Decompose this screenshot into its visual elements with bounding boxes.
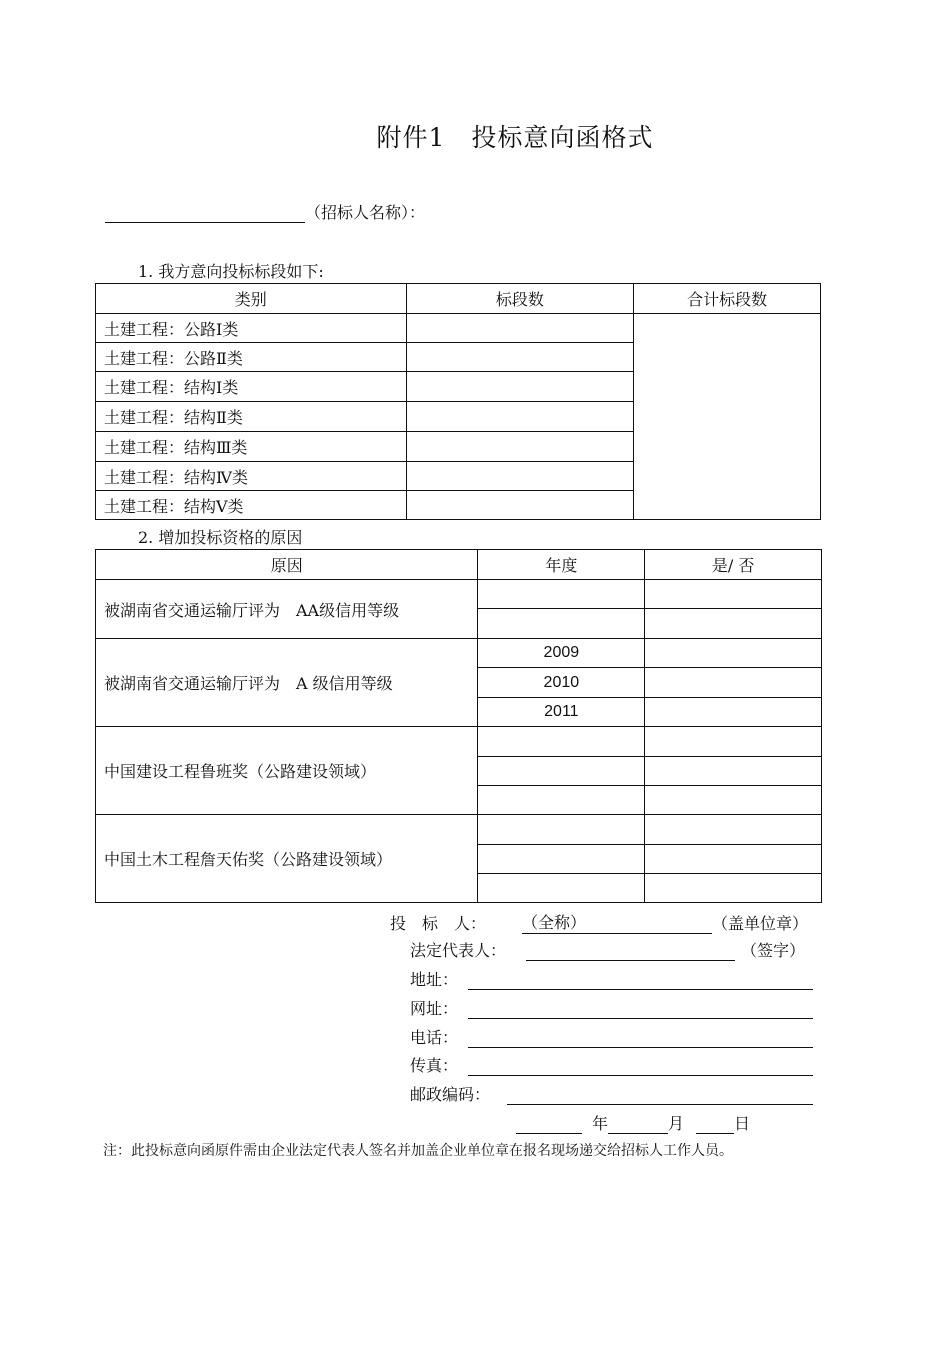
- count-cell[interactable]: [406, 491, 634, 520]
- yes-no-cell[interactable]: [645, 786, 822, 815]
- count-cell[interactable]: [406, 314, 634, 343]
- year-cell: 2011: [478, 698, 645, 727]
- yes-no-cell[interactable]: [645, 639, 822, 668]
- yes-no-cell[interactable]: [645, 845, 822, 874]
- postcode-label: 邮政编码：: [410, 1085, 491, 1104]
- count-cell[interactable]: [406, 462, 634, 491]
- yes-no-cell[interactable]: [645, 757, 822, 786]
- section1-heading: 1. 我方意向投标标段如下:: [138, 262, 324, 281]
- rep-suffix: （签字）: [741, 941, 806, 960]
- address-label: 地址：: [410, 970, 459, 989]
- rep-field[interactable]: [526, 942, 735, 961]
- bidder-field[interactable]: [522, 910, 712, 934]
- bidder-row: [390, 910, 808, 934]
- footnote: 注：此投标意向函原件需由企业法定代表人签名并加盖企业单位章在报名现场递交给招标人工作人员。: [103, 1143, 733, 1159]
- addressee-blank[interactable]: [105, 204, 305, 223]
- category-cell: 土建工程：结构Ⅱ类: [96, 402, 407, 432]
- addressee-line: [105, 200, 425, 223]
- yes-no-cell[interactable]: [645, 668, 822, 698]
- phone-label: 电话：: [410, 1028, 459, 1047]
- count-cell[interactable]: [406, 432, 634, 462]
- rep-label: 法定代表人：: [410, 941, 507, 960]
- address-row: [410, 967, 813, 990]
- day-label: 日: [734, 1114, 751, 1133]
- phone-row: [410, 1025, 813, 1048]
- category-cell: 土建工程：结构Ⅴ类: [96, 491, 407, 520]
- year-cell: 2010: [478, 668, 645, 698]
- yes-no-cell[interactable]: [645, 874, 822, 903]
- website-row: [410, 996, 813, 1019]
- year-cell[interactable]: [478, 757, 645, 786]
- bidder-value: （全称）: [522, 913, 587, 932]
- count-cell[interactable]: [406, 372, 634, 402]
- category-cell: 土建工程：结构Ⅳ类: [96, 462, 407, 491]
- category-cell: 土建工程：结构Ⅰ类: [96, 372, 407, 402]
- website-label: 网址：: [410, 999, 459, 1018]
- fax-row: [410, 1053, 813, 1076]
- header-total: 合计标段数: [634, 284, 821, 314]
- yes-no-cell[interactable]: [645, 580, 822, 609]
- year-cell[interactable]: [478, 874, 645, 903]
- bidder-suffix: （盖单位章）: [712, 914, 809, 933]
- year-cell[interactable]: [478, 609, 645, 639]
- year-cell[interactable]: [478, 845, 645, 874]
- fax-label: 传真：: [410, 1056, 459, 1075]
- reason-cell: 中国建设工程鲁班奖（公路建设领域）: [96, 727, 478, 815]
- postcode-field[interactable]: [507, 1086, 813, 1105]
- fax-field[interactable]: [468, 1057, 813, 1076]
- header-category: 类别: [96, 284, 407, 314]
- yes-no-cell[interactable]: [645, 609, 822, 639]
- category-cell: 土建工程：公路Ⅰ类: [96, 314, 407, 343]
- month-label: 月: [668, 1114, 685, 1133]
- reason-cell: 中国土木工程詹天佑奖（公路建设领域）: [96, 815, 478, 903]
- header-yes-no: 是/ 否: [645, 550, 822, 580]
- yes-no-cell[interactable]: [645, 815, 822, 845]
- header-reason: 原因: [96, 550, 478, 580]
- yes-no-cell[interactable]: [645, 727, 822, 757]
- year-cell[interactable]: [478, 815, 645, 845]
- website-field[interactable]: [468, 1000, 813, 1019]
- section2-heading: 2. 增加投标资格的原因: [138, 528, 303, 547]
- header-count: 标段数: [406, 284, 634, 314]
- qualification-table: [95, 549, 822, 903]
- reason-cell: 被湖南省交通运输厅评为 A 级信用等级: [96, 639, 478, 727]
- postcode-row: [410, 1082, 813, 1105]
- yes-no-cell[interactable]: [645, 698, 822, 727]
- page-title: 附件1 投标意向函格式: [376, 123, 654, 152]
- year-cell: 2009: [478, 639, 645, 668]
- header-year: 年度: [478, 550, 645, 580]
- phone-field[interactable]: [468, 1029, 813, 1048]
- category-cell: 土建工程：结构Ⅲ类: [96, 432, 407, 462]
- year-cell[interactable]: [478, 727, 645, 757]
- year-cell[interactable]: [478, 786, 645, 815]
- year-field[interactable]: [516, 1115, 582, 1134]
- year-label: 年: [592, 1114, 609, 1133]
- year-cell[interactable]: [478, 580, 645, 609]
- count-cell[interactable]: [406, 402, 634, 432]
- total-cell[interactable]: [634, 314, 821, 520]
- month-field[interactable]: [608, 1115, 668, 1134]
- bid-sections-table: [95, 283, 821, 520]
- category-cell: 土建工程：公路Ⅱ类: [96, 343, 407, 372]
- addressee-suffix: （招标人名称）：: [305, 203, 426, 222]
- representative-row: [410, 938, 805, 961]
- date-row: [516, 1111, 750, 1134]
- reason-cell: 被湖南省交通运输厅评为 AA级信用等级: [96, 580, 478, 639]
- day-field[interactable]: [696, 1115, 734, 1134]
- bidder-label: 投 标 人：: [390, 914, 487, 933]
- count-cell[interactable]: [406, 343, 634, 372]
- address-field[interactable]: [468, 971, 813, 990]
